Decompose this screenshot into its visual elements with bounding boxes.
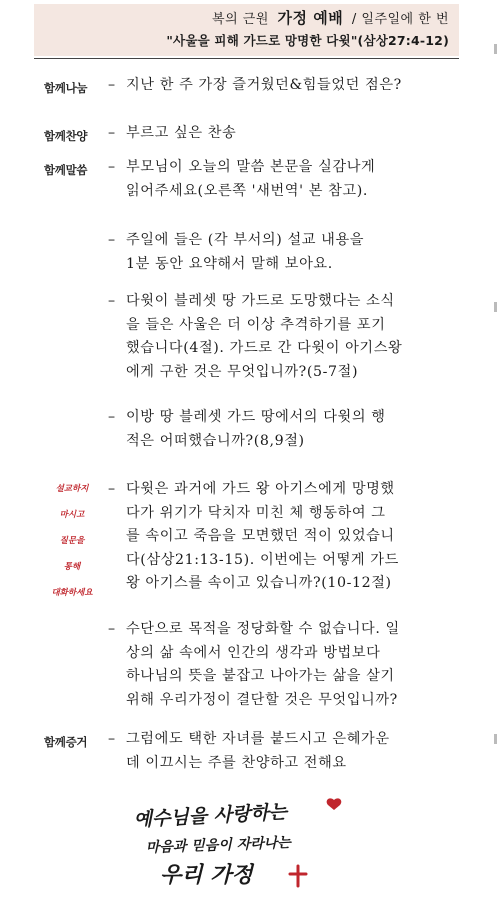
item-dash: – (108, 77, 116, 93)
side-note-line: 질문을 (59, 536, 85, 546)
word-item-4 (108, 406, 443, 453)
word-item-5 (108, 478, 443, 596)
header-title-line (44, 8, 449, 30)
side-note-line: 대화하세요 (51, 588, 93, 598)
item-text: 이방 땅 블레셋 가드 땅에서의 다윗의 행 적은 어떠했습니까?(8,9절) (126, 409, 386, 449)
item-dash: – (108, 232, 116, 248)
word-item-3 (108, 290, 443, 384)
sharing-item (108, 74, 443, 98)
item-dash: – (108, 481, 116, 497)
side-note-line: 설교하지 (55, 484, 89, 494)
signature-graphic (120, 796, 360, 896)
item-text: 다윗은 과거에 가드 왕 아기스에게 망명했 다가 위기가 닥치자 미친 체 행동하여 그 를 속이고 죽음을 모면했던 적이 있었습니 다(삼상21:13-15). 이번에는 어떻게 가드 왕 아기스를 속이고 있습니까?(10-12절) (126, 481, 399, 591)
cross-icon (290, 866, 306, 886)
signature-line-1: 예수님을 사랑하는 (133, 800, 288, 831)
side-note-line: 통해 (63, 562, 81, 572)
word-item-2 (108, 229, 443, 276)
header-subtitle: "사울을 피해 가드로 망명한 다윗"(삼상27:4-12) (166, 33, 449, 48)
item-dash: – (108, 293, 116, 309)
item-text: 그럼에도 택한 자녀를 붙드시고 은혜가운 데 이끄시는 주를 찬양하고 전해요 (126, 731, 390, 771)
word-item-1 (108, 156, 443, 203)
section-label-praise: 함께찬양 (44, 129, 88, 143)
praise-item (108, 122, 443, 146)
signature-line-3: 우리 가정 (160, 862, 253, 888)
item-text: 지난 한 주 가장 즐거웠던&힘들었던 점은? (126, 77, 402, 93)
section-label-witness: 함께증거 (44, 735, 88, 749)
item-dash: – (108, 621, 116, 637)
word-item-6 (108, 618, 443, 712)
item-dash: – (108, 731, 116, 747)
side-note (40, 476, 104, 606)
item-dash: – (108, 125, 116, 141)
header-divider (34, 58, 459, 59)
item-text: 수단으로 목적을 정당화할 수 없습니다. 일 상의 삶 속에서 인간의 생각과 방법보다 하나님의 뜻을 붙잡고 나아가는 삶을 살기 위해 우리가정이 결단할 것은 무엇입니까? (126, 621, 400, 708)
heart-icon (327, 798, 342, 810)
item-text: 부르고 싶은 찬송 (126, 125, 237, 141)
header-suffix: / 일주일에 한 번 (351, 12, 449, 27)
section-label-sharing: 함께나눔 (44, 81, 88, 95)
item-dash: – (108, 159, 116, 175)
item-text: 주일에 들은 (각 부서의) 설교 내용을 1분 동안 요약해서 말해 보아요. (126, 232, 365, 272)
signature-line-2: 마음과 믿음이 자라나는 (145, 834, 292, 856)
side-note-line: 마시고 (59, 510, 85, 520)
witness-item (108, 728, 443, 775)
header-banner (34, 4, 459, 56)
item-text: 다윗이 블레셋 땅 가드로 도망했다는 소식 을 들은 사울은 더 이상 추격하기를 포기 했습니다(4절). 가드로 간 다윗이 아기스왕 에게 구한 것은 무엇입니까?(5-7절) (126, 293, 403, 380)
item-text: 부모님이 오늘의 말씀 본문을 실감나게 읽어주세요(오른쪽 '새번역' 본 참고). (126, 159, 376, 199)
header-prefix: 복의 근원 (212, 12, 269, 27)
calligraphy-signature (120, 796, 360, 896)
section-label-word: 함께말씀 (44, 163, 88, 177)
item-dash: – (108, 409, 116, 425)
header-title: 가정 예배 (277, 9, 344, 27)
